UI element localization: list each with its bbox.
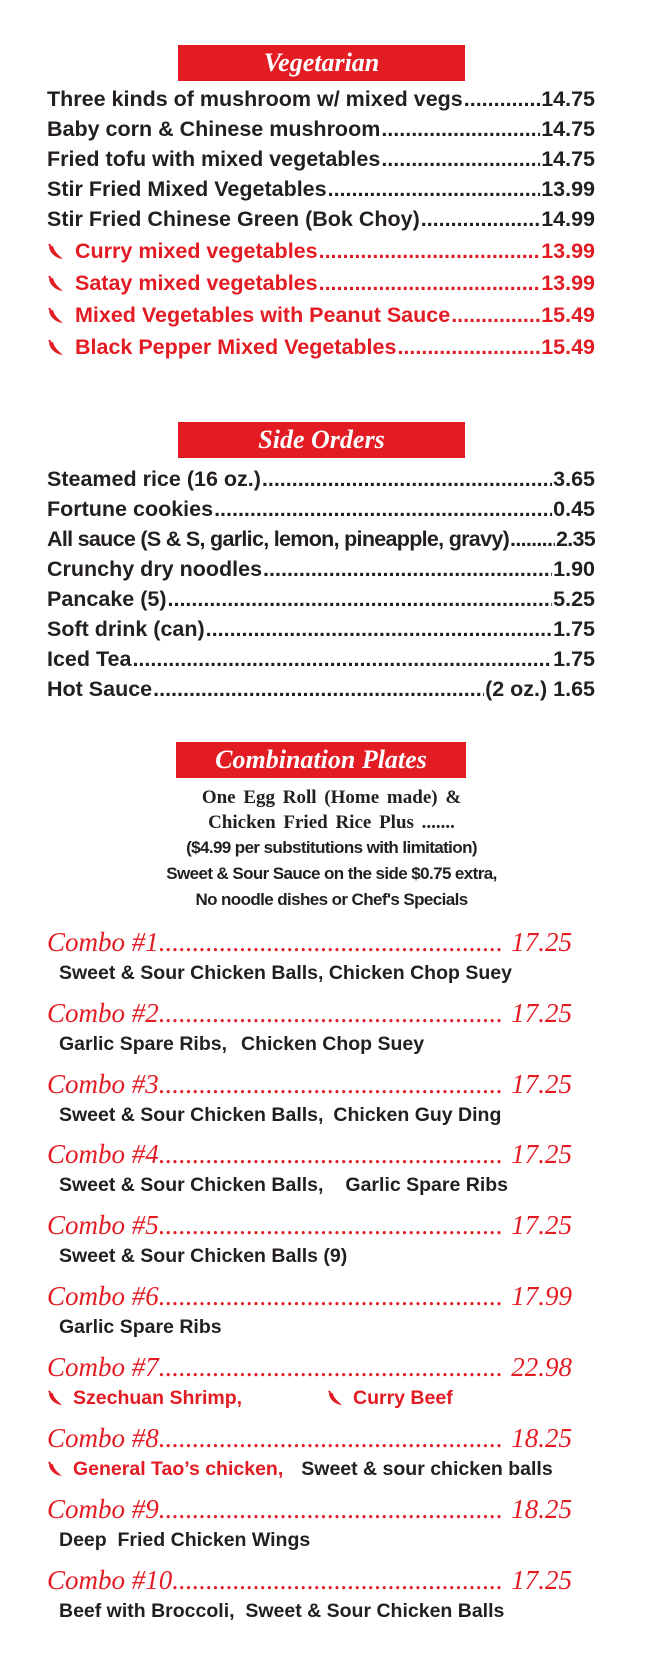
combo-dish: Garlic Spare Ribs — [345, 1174, 508, 1196]
combo-price: 22.98 — [511, 1352, 572, 1382]
item-price: 15.49 — [541, 335, 595, 359]
side-orders-list — [47, 464, 595, 704]
combo-item — [47, 1208, 595, 1270]
menu-item — [47, 674, 595, 704]
item-price: 13.99 — [541, 271, 595, 295]
combo-item — [47, 1492, 595, 1554]
combo-dish: Sweet & Sour Chicken Balls, — [59, 1174, 324, 1196]
chili-pepper-icon — [327, 1387, 347, 1415]
item-name: Pancake (5) — [47, 587, 167, 611]
menu-item — [47, 494, 595, 524]
item-name: All sauce (S & S, garlic, lemon, pineapple, gravy) — [47, 527, 510, 551]
combo-dish: Beef with Broccoli, Sweet & Sour Chicken Balls — [59, 1600, 505, 1622]
menu-item — [47, 85, 595, 114]
item-price: 13.99 — [541, 239, 595, 263]
item-name: Crunchy dry noodles — [47, 557, 263, 581]
combo-dish: Szechuan Shrimp, — [73, 1387, 243, 1409]
menu-item — [47, 174, 595, 204]
combo-label: Combo #9 — [47, 1494, 159, 1524]
menu-item-spicy — [47, 331, 595, 363]
chili-pepper-icon — [47, 270, 69, 299]
chili-pepper-icon — [47, 1458, 67, 1486]
combo-price: 17.25 — [511, 1565, 572, 1595]
item-name: Stir Fried Mixed Vegetables — [47, 177, 327, 201]
item-name: Fortune cookies — [47, 497, 214, 521]
combo-label: Combo #6 — [47, 1281, 159, 1311]
combo-dish: Sweet & Sour Chicken Balls (9) — [59, 1245, 348, 1267]
combo-price: 18.25 — [511, 1494, 572, 1524]
menu-item-spicy — [47, 299, 595, 331]
chili-pepper-icon — [47, 334, 69, 363]
item-price: 1.90 — [553, 557, 595, 581]
menu-item — [47, 614, 595, 644]
menu-item — [47, 584, 595, 614]
combo-label: Combo #7 — [47, 1352, 159, 1382]
chili-pepper-icon — [47, 302, 69, 331]
combo-note-line: ($4.99 per substitutions with limitation) — [186, 838, 477, 857]
combo-note-line: Sweet & Sour Sauce on the side $0.75 extra, — [166, 864, 497, 883]
combo-note-line: One Egg Roll (Home made) & — [201, 787, 462, 808]
combo-item — [47, 925, 595, 987]
item-price: 13.99 — [541, 177, 595, 201]
combo-price: 17.25 — [511, 1069, 572, 1099]
vegetarian-banner: Vegetarian — [178, 45, 465, 81]
item-price: 14.75 — [541, 147, 595, 171]
item-price: 1.75 — [553, 647, 595, 671]
combo-dish: General Tao’s chicken, — [73, 1458, 284, 1480]
item-price: (2 oz.) 1.65 — [485, 677, 595, 701]
menu-item — [47, 524, 595, 554]
combo-dish: Deep Fried Chicken Wings — [59, 1529, 311, 1551]
item-name: Iced Tea — [47, 647, 132, 671]
item-name: Fried tofu with mixed vegetables — [47, 147, 381, 171]
menu-item — [47, 554, 595, 584]
menu-item — [47, 114, 595, 144]
combo-label: Combo #3 — [47, 1069, 159, 1099]
combo-price: 17.25 — [511, 1139, 572, 1169]
item-price: 14.75 — [541, 117, 595, 141]
combo-item — [47, 1279, 595, 1341]
menu-item — [47, 204, 595, 235]
combo-price: 17.25 — [511, 998, 572, 1028]
menu-item — [47, 464, 595, 494]
combo-item — [47, 1067, 595, 1129]
combo-dish: Chicken Guy Ding — [333, 1104, 502, 1126]
combo-note-line: No noodle dishes or Chef's Specials — [195, 890, 468, 909]
item-name: Baby corn & Chinese mushroom — [47, 117, 381, 141]
menu-item — [47, 644, 595, 674]
item-name: Stir Fried Chinese Green (Bok Choy) — [47, 207, 420, 231]
item-price: 1.75 — [553, 617, 595, 641]
item-price: 15.49 — [541, 303, 595, 327]
item-price: 14.75 — [541, 87, 595, 111]
combo-item — [47, 1137, 595, 1199]
item-name: Black Pepper Mixed Vegetables — [75, 335, 397, 359]
combo-dish: Curry Beef — [353, 1387, 453, 1409]
combo-label: Combo #8 — [47, 1423, 159, 1453]
item-name: Three kinds of mushroom w/ mixed vegs — [47, 87, 463, 111]
side-orders-banner: Side Orders — [178, 422, 465, 458]
combo-note-line: Chicken Fried Rice Plus ....... — [208, 812, 455, 833]
item-price: 0.45 — [553, 497, 595, 521]
combo-dish: Garlic Spare Ribs — [59, 1316, 222, 1338]
combo-item — [47, 1563, 595, 1625]
combo-item — [47, 1350, 595, 1412]
combo-note — [0, 785, 663, 913]
item-name: Steamed rice (16 oz.) — [47, 467, 261, 491]
menu-item-spicy — [47, 267, 595, 299]
combo-price: 17.99 — [511, 1281, 572, 1311]
combo-label: Combo #1 — [47, 927, 159, 957]
combo-dish: Sweet & Sour Chicken Balls, Chicken Chop Suey — [59, 962, 512, 984]
combo-price: 17.25 — [511, 1210, 572, 1240]
vegetarian-list — [47, 85, 595, 363]
item-price: 14.99 — [541, 207, 595, 231]
combination-plates-banner: Combination Plates — [176, 742, 466, 778]
combo-label: Combo #4 — [47, 1139, 159, 1169]
combo-item — [47, 1421, 595, 1483]
combo-dish: Sweet & Sour Chicken Balls, — [59, 1104, 324, 1126]
item-name: Satay mixed vegetables — [75, 271, 318, 295]
item-price: 3.65 — [553, 467, 595, 491]
combo-label: Combo #5 — [47, 1210, 159, 1240]
item-name: Curry mixed vegetables — [75, 239, 318, 263]
combo-item — [47, 996, 595, 1058]
menu-item — [47, 144, 595, 174]
chili-pepper-icon — [47, 1387, 67, 1415]
item-name: Soft drink (can) — [47, 617, 205, 641]
item-price: 5.25 — [553, 587, 595, 611]
combo-dish: Garlic Spare Ribs, — [59, 1033, 227, 1055]
menu-item-spicy — [47, 235, 595, 267]
item-name: Hot Sauce — [47, 677, 153, 701]
item-name: Mixed Vegetables with Peanut Sauce — [75, 303, 451, 327]
combo-label: Combo #2 — [47, 998, 159, 1028]
chili-pepper-icon — [47, 238, 69, 267]
combo-label: Combo #10 — [47, 1565, 173, 1595]
combo-dish: Chicken Chop Suey — [241, 1033, 425, 1055]
combo-price: 18.25 — [511, 1423, 572, 1453]
item-price: 2.35 — [555, 527, 595, 551]
combo-price: 17.25 — [511, 927, 572, 957]
combo-dish: Sweet & sour chicken balls — [301, 1458, 553, 1480]
